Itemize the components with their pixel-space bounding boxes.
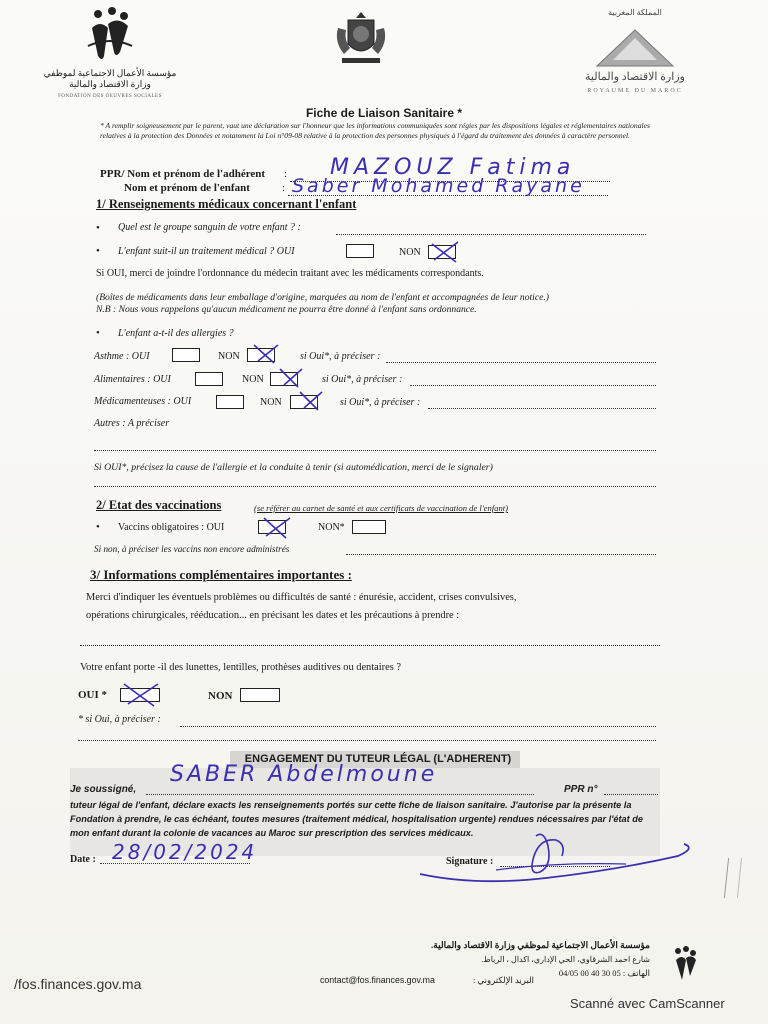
form-title: Fiche de Liaison Sanitaire * xyxy=(305,106,463,120)
allergy-question: L'enfant a-t-il des allergies ? xyxy=(118,328,234,339)
ppr-n-dots xyxy=(604,794,658,795)
ppr-label: PPR/ Nom et prénom de l'adhérent xyxy=(100,168,266,180)
section3-text2: opérations chirurgicales, rééducation... en précisant les dates et les précautions à prendre : xyxy=(86,610,460,621)
vaccins-dots xyxy=(346,554,656,555)
section3-dots xyxy=(80,645,660,646)
date-value: 28/02/2024 xyxy=(112,840,258,864)
footer-arabic-line1: مؤسسة الأعمال الاجتماعية لموظفي وزارة الاقتصاد والمالية. xyxy=(431,940,650,950)
footer-arabic-email: البريد الإلكتروني : xyxy=(473,975,534,985)
blood-dots xyxy=(336,234,646,235)
alim-oui-box[interactable] xyxy=(195,372,223,386)
handwritten-signature-icon xyxy=(416,826,706,896)
vaccins-non-label: NON* xyxy=(318,522,345,533)
asthme-dots xyxy=(386,362,656,363)
signer-value: SABER Abdelmoune xyxy=(170,762,438,787)
child-label: Nom et prénom de l'enfant xyxy=(124,182,250,194)
signature-label: Signature : xyxy=(446,856,494,867)
medic-dots xyxy=(428,408,656,409)
ministry-pyramid-icon xyxy=(595,28,675,68)
alim-dots xyxy=(410,385,656,386)
section3-text1: Merci d'indiquer les éventuels problèmes ou difficultés de santé : énurésie, accident, crises convulsives, xyxy=(86,592,517,603)
treatment-oui-box[interactable] xyxy=(346,244,374,258)
bullet-allergy: • xyxy=(96,327,100,339)
royal-emblem-icon xyxy=(330,8,392,68)
treatment-question: L'enfant suit-il un traitement médical ? OUI xyxy=(118,246,295,257)
vaccins-label: Vaccins obligatoires : OUI xyxy=(118,522,225,533)
allergy-cause: Si OUI*, précisez la cause de l'allergie et la conduite à tenir (si automédication, merci de le signaler) xyxy=(94,462,493,473)
medic-label: Médicamenteuses : OUI xyxy=(94,396,192,407)
fos-logo-latin: FONDATION DES OEUVRES SOCIALES xyxy=(58,94,162,99)
date-label: Date : xyxy=(70,854,96,865)
asthme-label: Asthme : OUI xyxy=(94,351,150,362)
fos-logo xyxy=(40,6,180,102)
glasses-oui-label: OUI * xyxy=(78,689,108,701)
ministry-title-latin: ROYAUME DU MAROC xyxy=(587,88,683,94)
autres-dots xyxy=(94,450,656,451)
ppr-colon: : xyxy=(284,168,288,180)
medic-preciser: si Oui*, à préciser : xyxy=(340,397,421,408)
vaccins-oui-check-icon xyxy=(258,514,294,540)
alim-preciser: si Oui*, à préciser : xyxy=(322,374,403,385)
treatment-non-label: NON xyxy=(399,247,421,258)
alim-non-label: NON xyxy=(242,374,264,385)
asthme-non-label: NON xyxy=(218,351,240,362)
glasses-dots-2 xyxy=(78,740,656,741)
glasses-dots-1 xyxy=(180,726,656,727)
alim-non-check-icon xyxy=(272,365,306,389)
medic-oui-box[interactable] xyxy=(216,395,244,409)
child-colon: : xyxy=(282,182,286,194)
medic-non-check-icon xyxy=(292,388,326,412)
ministry-title-arabic: وزارة الاقتصاد والمالية xyxy=(585,71,685,83)
vaccins-note: Si non, à préciser les vaccins non encore administrés xyxy=(94,544,290,554)
alim-label: Alimentaires : OUI xyxy=(94,374,171,385)
ministry-title-arabic-top: المملكة المغربية xyxy=(608,8,662,17)
footer-contact[interactable]: contact@fos.finances.gov.ma xyxy=(320,975,435,985)
treatment-note: Si OUI, merci de joindre l'ordonnance du médecin traitant avec les médicaments correspondants. xyxy=(96,268,484,279)
glasses-non-label: NON xyxy=(208,690,233,702)
fos-logo-arabic: مؤسسة الأعمال الاجتماعية لموظفي وزارة الاقتصاد والمالية xyxy=(43,68,177,89)
royal-emblem xyxy=(330,8,392,68)
section3-title: 3/ Informations complémentaires importantes : xyxy=(90,567,352,582)
glasses-oui-check-icon xyxy=(118,680,162,708)
ppr-n-label: PPR n° xyxy=(564,784,598,795)
allergy-cause-dots xyxy=(94,486,656,487)
blood-question: Quel est le groupe sanguin de votre enfant ? : xyxy=(118,222,301,233)
bullet-blood: • xyxy=(96,222,100,234)
footer-arabic-line3: الهاتف : 05 30 40 00 04/05 xyxy=(558,968,650,978)
boxes-note: (Boîtes de médicaments dans leur emballage d'origine, marquées au nom de l'enfant et accompagnées de leur notice.) xyxy=(96,292,549,303)
signer-dots xyxy=(146,794,534,795)
engagement-title: ENGAGEMENT DU TUTEUR LÉGAL (L'ADHERENT) xyxy=(244,753,512,765)
fos-logo-icon xyxy=(80,6,140,64)
glasses-question: Votre enfant porte -il des lunettes, lentilles, prothèses auditives ou dentaires ? xyxy=(80,662,401,673)
medic-non-label: NON xyxy=(260,397,282,408)
vaccins-non-box[interactable] xyxy=(352,520,386,534)
footer-fos-logo-icon xyxy=(670,946,700,986)
child-value: Saber Mohamed Rayane xyxy=(292,175,585,197)
nb-note: N.B : Nous vous rappelons qu'aucun médicament ne pourra être donné à l'enfant sans ordonnance. xyxy=(96,304,477,315)
glasses-non-box[interactable] xyxy=(240,688,280,702)
section1-title: 1/ Renseignements médicaux concernant l'enfant xyxy=(96,197,357,211)
ppr-value: MAZOUZ Fatima xyxy=(330,155,576,180)
asthme-preciser: si Oui*, à préciser : xyxy=(300,351,381,362)
section2-note: (se référer au carnet de santé et aux certificats de vaccination de l'enfant) xyxy=(254,503,509,513)
section2-title: 2/ Etat des vaccinations xyxy=(96,498,222,512)
ministry-logo xyxy=(560,8,710,98)
asthme-oui-box[interactable] xyxy=(172,348,200,362)
footer-website[interactable]: /fos.finances.gov.ma xyxy=(14,976,142,992)
je-soussigne-label: Je soussigné, xyxy=(70,784,137,795)
treatment-non-check-icon xyxy=(428,240,462,264)
bullet-treatment: • xyxy=(96,245,100,257)
camscanner-watermark: Scanné avec CamScanner xyxy=(570,996,725,1011)
footer-arabic-line2: شارع احمد الشرقاوي، الحي الإداري، اكدال ، الرباط. xyxy=(481,955,650,964)
form-disclaimer: * A remplir soigneusement par le parent, vaut une déclaration sur l'honneur que les informations communiquées sont régies par les dispositions légales et réglementaires nationales relatives à la protection des Données et notamment la Loi n°09-08 relative à la protection des personnes physiques à l'égard du traitement des données à caractère personnel. xyxy=(100,121,650,140)
bullet-vaccins: • xyxy=(96,521,100,533)
engagement-text: tuteur légal de l'enfant, déclare exacts les renseignements portés sur cette fiche de liaison sanitaire. J'autorise par la présente la Fondation à prendre, le cas échéant, toutes mesures (traitement médical, hospitalisation urgente) rendues nécessaires par l'état de mon enfant durant la colonie de vacances au Maroc sur prescription des services médicaux. xyxy=(70,800,644,838)
asthme-non-check-icon xyxy=(248,341,282,365)
autres-label: Autres : A préciser xyxy=(94,418,170,429)
glasses-preciser: * si Oui, à préciser : xyxy=(78,714,161,725)
